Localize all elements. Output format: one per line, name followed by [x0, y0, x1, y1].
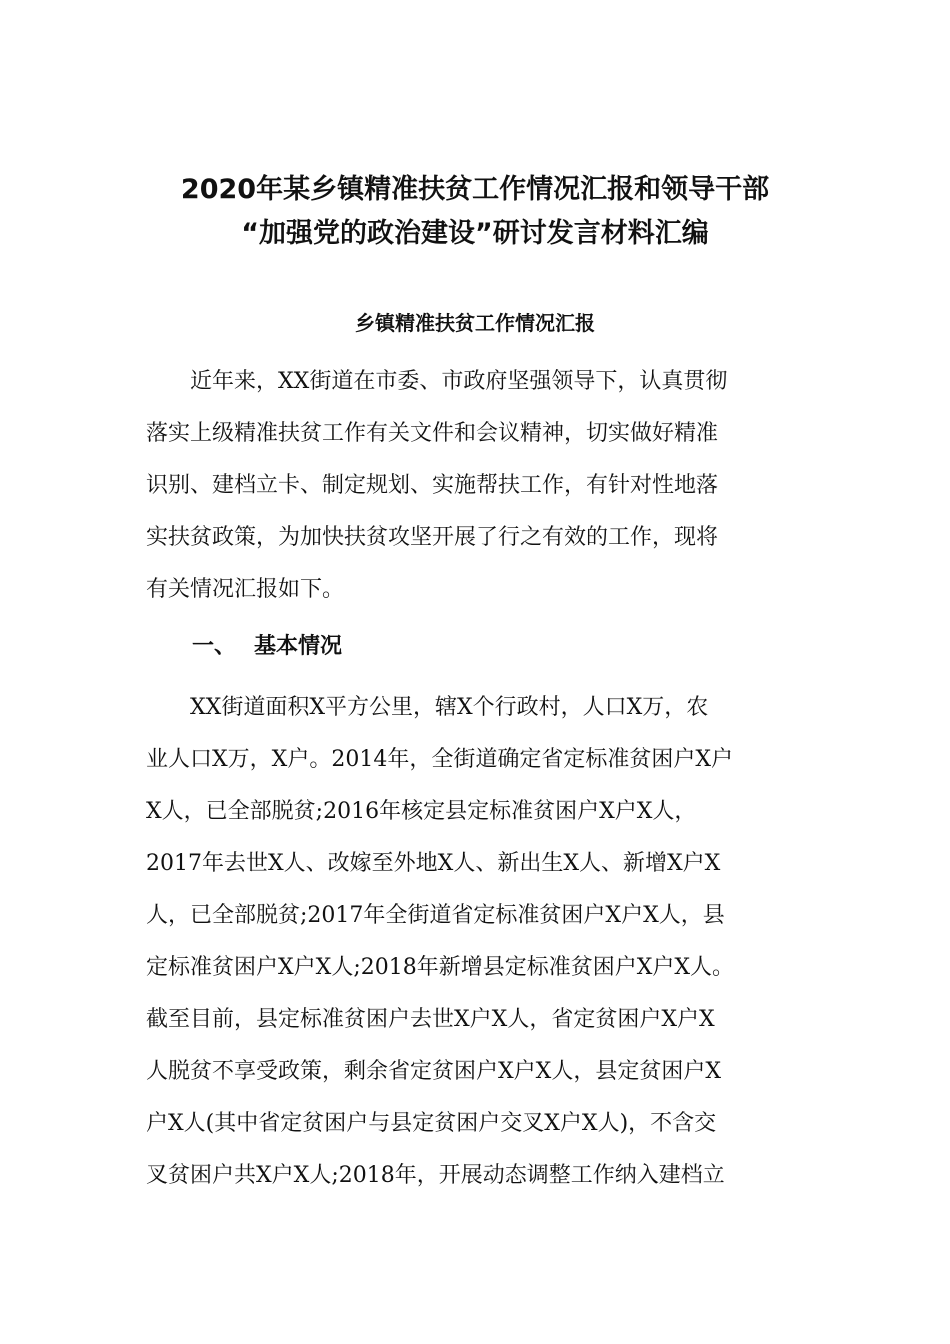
- section-heading-basic-info: [192, 627, 342, 667]
- title-line-2: “加强党的政治建设”研讨发言材料汇编: [241, 218, 709, 249]
- paragraph-line: 有关情况汇报如下。: [146, 577, 345, 602]
- paragraph-line: 户X人(其中省定贫困户与县定贫困户交叉X户X人)，不含交: [146, 1111, 717, 1136]
- title-line-1: 2020年某乡镇精准扶贫工作情况汇报和领导干部: [180, 174, 770, 205]
- section-number: 一、: [192, 634, 237, 659]
- paragraph-line: XX街道面积X平方公里，辖X个行政村，人口X万，农: [146, 695, 709, 720]
- paragraph-line: 2017年去世X人、改嫁至外地X人、新出生X人、新增X户X: [146, 851, 721, 876]
- paragraph-line: 人脱贫不享受政策，剩余省定贫困户X户X人，县定贫困户X: [146, 1059, 721, 1084]
- paragraph-line: 业人口X万，X户。2014年，全街道确定省定标准贫困户X户: [146, 747, 733, 772]
- intro-paragraph: [146, 356, 826, 616]
- paragraph-line: 实扶贫政策，为加快扶贫攻坚开展了行之有效的工作，现将: [146, 525, 719, 550]
- paragraph-line: 落实上级精准扶贫工作有关文件和会议精神，切实做好精准: [146, 421, 719, 446]
- document-subtitle: 乡镇精准扶贫工作情况汇报: [355, 311, 595, 335]
- paragraph-line: 定标准贫困户X户X人;2018年新增县定标准贫困户X户X人。: [146, 955, 735, 980]
- paragraph-line: 截至目前，县定标准贫困户去世X户X人，省定贫困户X户X: [146, 1007, 715, 1032]
- paragraph-line: 叉贫困户共X户X人;2018年，开展动态调整工作纳入建档立: [146, 1163, 725, 1188]
- document-title: [80, 168, 870, 256]
- section-heading-text: 基本情况: [254, 634, 343, 659]
- paragraph-line: 人，已全部脱贫;2017年全街道省定标准贫困户X户X人，县: [146, 903, 725, 928]
- paragraph-line: X人，已全部脱贫;2016年核定县定标准贫困户X户X人，: [146, 799, 697, 824]
- paragraph-line: 近年来，XX街道在市委、市政府坚强领导下，认真贯彻: [146, 369, 728, 394]
- paragraph-line: 识别、建档立卡、制定规划、实施帮扶工作，有针对性地落: [146, 473, 719, 498]
- basic-info-paragraph: [146, 682, 826, 1202]
